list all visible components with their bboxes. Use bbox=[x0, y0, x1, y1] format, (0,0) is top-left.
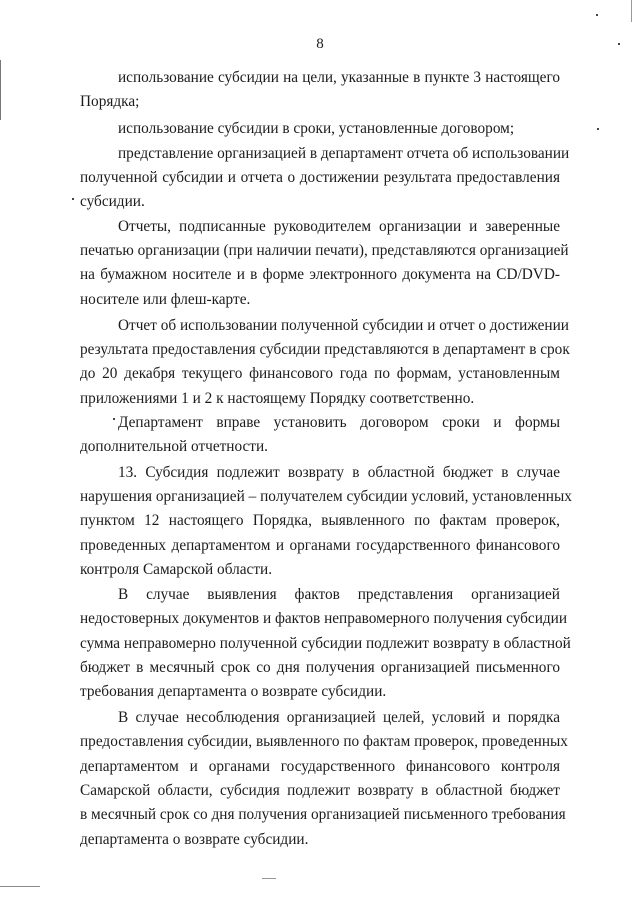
text-line: контроля Самарской области. bbox=[80, 561, 273, 578]
text-line: носителе или флеш-карте. bbox=[80, 291, 251, 308]
text-line: субсидии. bbox=[80, 193, 145, 210]
page-number: 8 bbox=[316, 36, 324, 52]
text-line: полученной субсидии и отчета о достижении результата предоставления bbox=[80, 169, 560, 186]
text-line: проведенных департаментом и органами государственного финансового bbox=[80, 537, 560, 554]
text-line: сумма неправомерно полученной субсидии подлежит возврату в областной bbox=[80, 635, 571, 652]
text-line: результата предоставления субсидии представляются в департамент в срок bbox=[80, 341, 570, 358]
scan-speck bbox=[72, 198, 74, 200]
text-line: Отчеты, подписанные руководителем организации и заверенные bbox=[118, 218, 560, 235]
scan-speck bbox=[597, 128, 599, 130]
text-line: департамента о возврате субсидии. bbox=[80, 831, 309, 848]
text-line: печатью организации (при наличии печати), представляются организацией bbox=[80, 242, 569, 259]
text-line: нарушения организацией – получателем субсидии условий, установленных bbox=[80, 488, 572, 505]
text-line: Самарской области, субсидия подлежит возврату в областной бюджет bbox=[80, 782, 560, 799]
text-line: Порядка; bbox=[80, 93, 140, 110]
text-line: использование субсидии на цели, указанные в пункте 3 настоящего bbox=[118, 69, 560, 86]
scan-corner-mark bbox=[0, 886, 40, 887]
text-line: дополнительной отчетности. bbox=[80, 438, 268, 455]
text-line: использование субсидии в сроки, установленные договором; bbox=[118, 120, 515, 137]
text-line: представление организацией в департамент отчета об использовании bbox=[118, 145, 570, 162]
text-line: в месячный срок со дня получения организацией письменного требования bbox=[80, 806, 566, 823]
text-line: на бумажном носителе и в форме электронного документа на CD/DVD- bbox=[80, 266, 560, 283]
text-line: 13. Субсидия подлежит возврату в областной бюджет в случае bbox=[118, 464, 560, 481]
text-line: требования департамента о возврате субсидии. bbox=[80, 683, 387, 700]
scan-speck bbox=[596, 14, 598, 16]
text-line: департаментом и органами государственного финансового контроля bbox=[80, 758, 560, 775]
text-line: В случае несоблюдения организацией целей, условий и порядка bbox=[118, 709, 560, 726]
scan-speck bbox=[618, 43, 620, 45]
text-line: до 20 декабря текущего финансового года по формам, установленным bbox=[80, 365, 560, 382]
text-line: приложениями 1 и 2 к настоящему Порядку соответственно. bbox=[80, 390, 475, 407]
scan-smudge bbox=[262, 878, 276, 879]
text-line: предоставления субсидии, выявленного по фактам проверок, проведенных bbox=[80, 733, 568, 750]
text-line: недостоверных документов и фактов неправомерного получения субсидии bbox=[80, 610, 568, 627]
scan-edge-left bbox=[0, 60, 1, 120]
text-line: пунктом 12 настоящего Порядка, выявленного по фактам проверок, bbox=[80, 512, 560, 529]
text-line: Департамент вправе установить договором сроки и формы bbox=[118, 414, 560, 431]
text-line: бюджет в месячный срок со дня получения организацией письменного bbox=[80, 659, 560, 676]
scan-edge-right bbox=[631, 0, 632, 22]
text-line: Отчет об использовании полученной субсидии и отчет о достижении bbox=[118, 317, 569, 334]
scan-speck bbox=[113, 418, 115, 420]
text-line: В случае выявления фактов представления организацией bbox=[118, 586, 560, 603]
